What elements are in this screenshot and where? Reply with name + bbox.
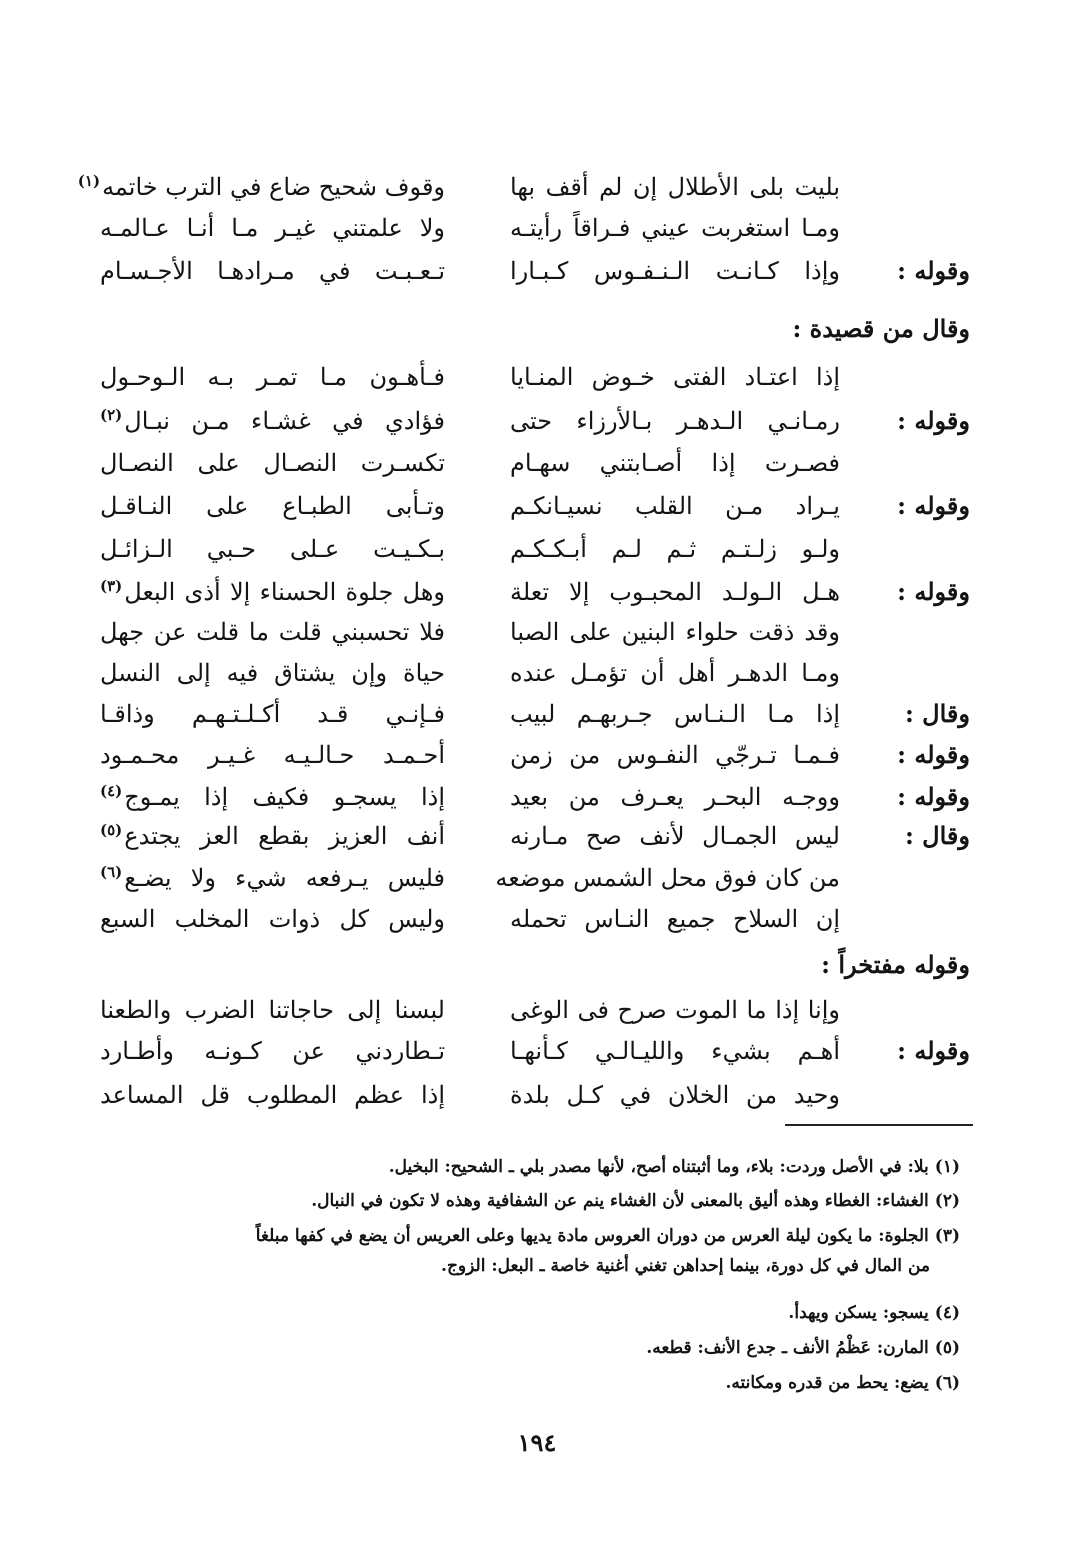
footnote-text: يضع: يحط من قدره ومكانته. — [725, 1373, 929, 1393]
first-hemistich: رمـانـي الـدهـر بـالأرزاء حتى — [510, 407, 840, 435]
footnote-number: (٥) — [934, 1338, 960, 1358]
first-hemistich: ووجـه البحـر يعـرف من بعيد — [510, 783, 840, 811]
footnote-number: (٢) — [934, 1191, 960, 1211]
hemistich-text: فؤادي في غشـاء مـن نبـال — [124, 407, 445, 435]
footnote-number: (٣) — [934, 1226, 960, 1246]
footnote — [110, 1298, 960, 1328]
hemistich-text: بـكـيـت عـلى حـبي الـزائـل — [100, 535, 445, 563]
first-hemistich: وإنا إذا ما الموت صرح فى الوغى — [510, 996, 840, 1024]
second-hemistich — [100, 777, 445, 817]
second-hemistich — [100, 816, 445, 856]
speaker-label: وقوله : — [897, 406, 970, 435]
hemistich-text: تـعـبـت في مـرادهـا الأجـسـام — [100, 257, 445, 285]
poem-line — [100, 858, 970, 898]
first-hemistich: ليس الجمـال لأنف صح مـارنه — [510, 822, 840, 850]
footnote-continuation: من المال في كل دورة، بينما إحداهن تغني أغنية خاصة ـ البعل: الزوج. — [441, 1256, 930, 1276]
first-hemistich: إذا اعتـاد الفتى خـوض المنـايا — [510, 363, 840, 391]
footnote-marker: (٢) — [100, 406, 123, 424]
second-hemistich — [100, 357, 445, 397]
footnote — [110, 1368, 960, 1398]
first-hemistich: بليت بلى الأطلال إن لم أقف بها — [510, 173, 840, 201]
speaker-label: وقوله : — [897, 256, 970, 285]
hemistich-text: حياة وإن يشتاق فيه إلى النسل — [100, 659, 445, 687]
hemistich-text: ولا علمتني غيـر مـا أنـا عـالمـه — [100, 214, 445, 242]
second-hemistich — [100, 1075, 445, 1115]
poem-line — [100, 777, 970, 817]
second-hemistich — [100, 899, 445, 939]
hemistich-text: وهل جلوة الحسناء إلا أذى البعل — [124, 578, 445, 606]
first-hemistich: يـراد مـن القلب نسيـانكـم — [510, 492, 840, 520]
speaker-label: وقوله : — [897, 782, 970, 811]
section-heading: وقال من قصيدة : — [792, 314, 970, 343]
section-heading: وقوله مفتخراً : — [821, 950, 970, 979]
poem-line — [100, 990, 970, 1030]
poem-line — [100, 1075, 970, 1115]
footnote-text: يسجو: يسكن ويهدأ. — [788, 1303, 929, 1323]
poem-line — [100, 208, 970, 248]
hemistich-text: إذا يسجـو فكيف إذا يمـوج — [124, 783, 445, 811]
first-hemistich: فصـرت إذا أصـابتني سهـام — [510, 449, 840, 477]
poem-line — [100, 612, 970, 652]
speaker-label: وقوله : — [897, 1036, 970, 1065]
poem-line — [77, 167, 970, 207]
first-hemistich: إن السلاح جميع النـاس تحمله — [510, 905, 840, 933]
second-hemistich — [100, 990, 445, 1030]
footnote-number: (١) — [934, 1157, 960, 1177]
footnote-text: بلا: في الأصل وردت: بلاء، وما أثبتناه أصح، لأنها مصدر بلي ـ الشحيح: البخيل. — [388, 1157, 929, 1177]
poem-line — [100, 694, 970, 734]
second-hemistich — [100, 735, 445, 775]
hemistich-text: لبسنا إلى حاجاتنا الضرب والطعنا — [100, 996, 445, 1024]
speaker-label: وقوله : — [897, 491, 970, 520]
hemistich-text: فـأهـون مـا تمـر بـه الـوحـول — [100, 363, 445, 391]
poem-line — [100, 816, 970, 856]
poem-line — [100, 735, 970, 775]
footnote-marker: (٤) — [100, 782, 123, 800]
second-hemistich — [100, 1031, 445, 1071]
speaker-label: وقال : — [904, 821, 970, 850]
hemistich-text: فـإنـي قـد أكـلـتـهـم وذاقـا — [100, 700, 445, 728]
first-hemistich: أهـم بشيء والليـالـي كـأنهـا — [510, 1037, 840, 1065]
hemistich-text: وليس كل ذوات المخلب السبع — [100, 905, 445, 933]
footnote — [110, 1333, 960, 1363]
footnote-separator — [785, 1124, 973, 1126]
poem-line — [100, 653, 970, 693]
first-hemistich: فـمـا تـرجّي النفـوس من زمن — [510, 741, 840, 769]
footnote-marker: (٥) — [100, 821, 123, 839]
first-hemistich: وقد ذقت حلواء البنين على الصبا — [510, 618, 840, 646]
first-hemistich: وحيد من الخلان في كـل بلدة — [510, 1081, 840, 1109]
first-hemistich: من كان فوق محل الشمس موضعه — [495, 864, 840, 892]
hemistich-text: أنف العزيز بقطع العز يجتدع — [124, 822, 445, 850]
second-hemistich — [100, 653, 445, 693]
hemistich-text: تكسـرت النصـال على النصـال — [100, 449, 445, 477]
poem-line — [100, 1031, 970, 1071]
hemistich-text: فلا تحسبني قلت ما قلت عن جهل — [100, 618, 445, 646]
footnote-number: (٦) — [934, 1373, 960, 1393]
second-hemistich — [100, 694, 445, 734]
second-hemistich — [100, 486, 445, 526]
speaker-label: وقوله : — [897, 740, 970, 769]
poem-line — [100, 443, 970, 483]
first-hemistich: إذا مـا الـنـاس جـربهـم لبيب — [510, 700, 840, 728]
poem-line — [100, 572, 970, 612]
speaker-label: وقوله : — [897, 577, 970, 606]
speaker-label: وقال : — [904, 699, 970, 728]
poem-line — [110, 945, 970, 985]
footnote-marker: (٣) — [100, 577, 123, 595]
hemistich-text: أحـمـد حـالـيـه غـيـر محـمـود — [100, 741, 445, 769]
poem-line — [100, 899, 970, 939]
poem-line — [100, 486, 970, 526]
first-hemistich: هـل الـولـد المحبـوب إلا تعلة — [510, 578, 840, 606]
second-hemistich — [100, 572, 445, 612]
footnote-text: المارن: عَظْمُ الأنف ـ جدع الأنف: قطعه. — [646, 1338, 929, 1358]
poem-line — [110, 309, 970, 349]
footnote — [110, 1186, 960, 1216]
poem-line — [100, 529, 970, 569]
hemistich-text: إذا عظم المطلوب قل المساعد — [100, 1081, 445, 1109]
footnote — [110, 1221, 960, 1281]
page-number: ١٩٤ — [517, 1428, 557, 1457]
second-hemistich — [100, 401, 445, 441]
second-hemistich — [100, 529, 445, 569]
first-hemistich: وإذا كـانـت الـنـفـوس كـبـارا — [510, 257, 840, 285]
first-hemistich: ولـو زلـتـم ثـم لـم أبـكـكـم — [510, 535, 840, 563]
second-hemistich — [100, 251, 445, 291]
second-hemistich — [100, 612, 445, 652]
second-hemistich — [77, 167, 445, 207]
footnote-text: الجلوة: ما يكون ليلة العرس من دوران العروس مادة يديها وعلى العريس أن يضع في كفها مبلغاً — [255, 1226, 929, 1246]
poem-line — [100, 251, 970, 291]
second-hemistich — [100, 208, 445, 248]
poem-line — [100, 401, 970, 441]
footnote — [110, 1152, 960, 1182]
footnote-number: (٤) — [934, 1303, 960, 1323]
hemistich-text: وتـأبى الطبـاع على النـاقـل — [100, 492, 445, 520]
footnote-marker: (١) — [77, 172, 101, 190]
footnote-marker: (٦) — [100, 863, 123, 881]
hemistich-text: فليس يـرفعه شيء ولا يضـع — [124, 864, 445, 892]
footnote-text: الغشاء: الغطاء وهذه أليق بالمعنى لأن الغشاء ينم عن الشفافية وهذه لا تكون في النبال. — [311, 1191, 929, 1211]
hemistich-text: تـطاردني عن كـونـه وأطـارد — [100, 1037, 445, 1065]
hemistich-text: وقوف شحيح ضاع في الترب خاتمه — [102, 173, 445, 201]
first-hemistich: ومـا استغربت عيني فـراقاً رأيتـه — [510, 214, 840, 242]
first-hemistich: ومـا الدهـر أهل أن تؤمـل عنده — [510, 659, 840, 687]
second-hemistich — [100, 443, 445, 483]
poem-line — [100, 357, 970, 397]
second-hemistich — [100, 858, 445, 898]
